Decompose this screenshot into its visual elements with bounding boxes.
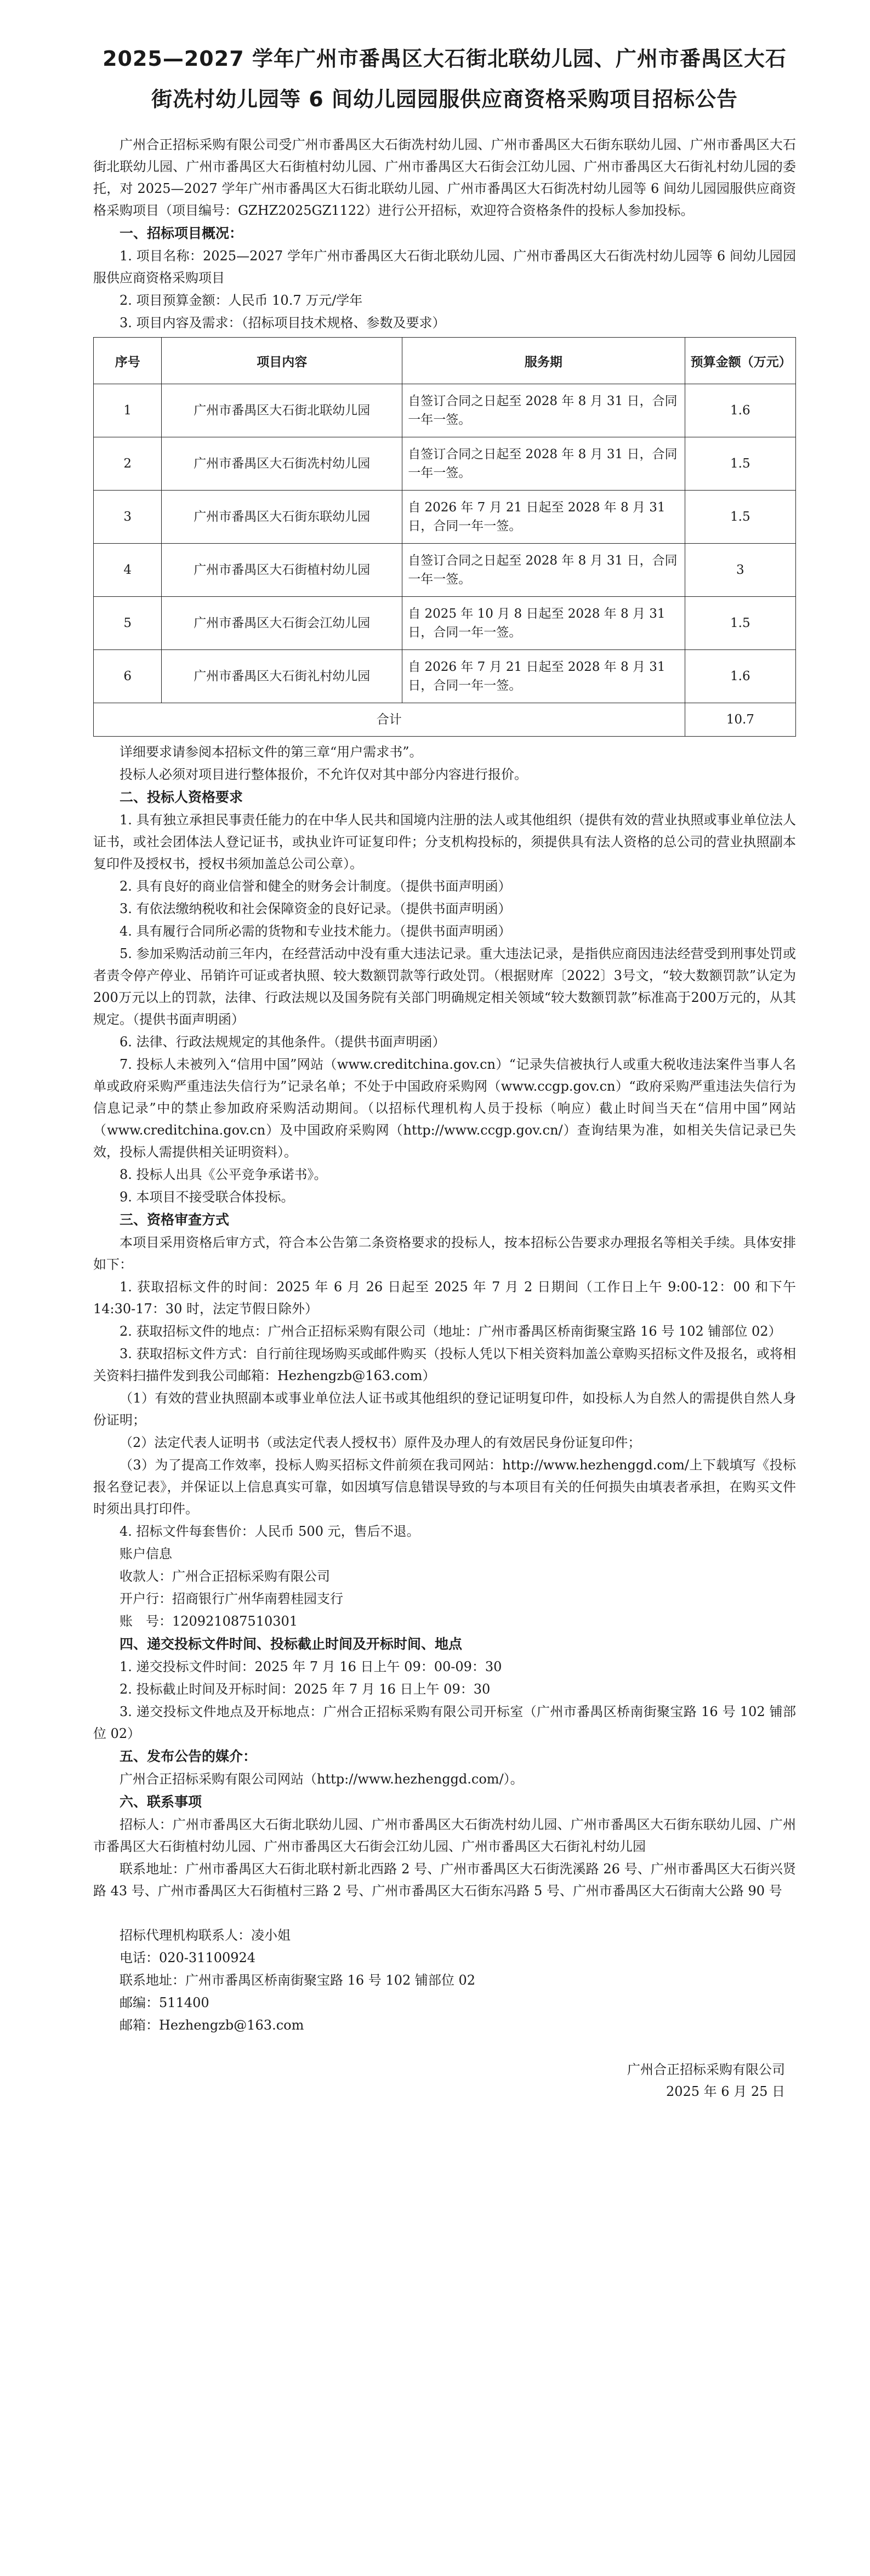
review-item: 2. 获取招标文件的地点：广州合正招标采购有限公司（地址：广州市番禺区桥南街聚宝路 16 号 102 铺部位 02）	[120, 1324, 782, 1339]
pricing-note: 投标人必须对项目进行整体报价，不允许仅对其中部分内容进行报价。	[120, 767, 527, 782]
spacer	[93, 1902, 796, 1924]
row-budget: 3	[685, 544, 795, 597]
account-payee: 收款人：广州合正招标采购有限公司	[120, 1569, 330, 1584]
row-content: 广州市番禺区大石街北联幼儿园	[162, 384, 402, 437]
row-budget: 1.6	[685, 650, 795, 703]
section-6-heading: 六、联系事项	[120, 1794, 202, 1810]
row-period: 自签订合同之日起至 2028 年 8 月 31 日，合同一年一签。	[402, 544, 685, 597]
section-4-heading: 四、递交投标文件时间、投标截止时间及开标时间、地点	[120, 1636, 463, 1652]
row-content: 广州市番禺区大石街礼村幼儿园	[162, 650, 402, 703]
project-budget: 2. 项目预算金额：人民币 10.7 万元/学年	[120, 293, 363, 308]
intro-paragraph: 广州合正招标采购有限公司受广州市番禺区大石街冼村幼儿园、广州市番禺区大石街东联幼儿园、广州市番禺区大石街北联幼儿园、广州市番禺区大石街植村幼儿园、广州市番禺区大石街会江幼儿园、广州市番禺区大石街礼村幼儿园的委托，对 2025—2027 学年广州市番禺区大石街北联幼儿园、广州市番禺区大石街冼村幼儿园等 6 间幼儿园园服供应商资格采购项目（项目编号：GZHZ2025GZ1122）进行公开招标，欢迎符合资格条件的投标人参加投标。	[93, 137, 796, 218]
signature-date: 2025 年 6 月 25 日	[666, 2084, 785, 2099]
review-item: （3）为了提高工作效率，投标人购买招标文件前须在我司网站：http://www.hezhenggd.com/上下载填写《投标报名登记表》，并保证以上信息真实可靠，如因填写信息错误导致的与本项目有关的任何损失由填表者承担，在购买文件时须出具打印件。	[93, 1457, 796, 1517]
table-total-row	[94, 703, 796, 737]
row-content: 广州市番禺区大石街冼村幼儿园	[162, 437, 402, 491]
row-period: 自 2026 年 7 月 21 日起至 2028 年 8 月 31 日，合同一年一签。	[402, 491, 685, 544]
table-row	[94, 650, 796, 703]
section-1-heading: 一、招标项目概况：	[120, 225, 243, 241]
table-header-row	[94, 338, 796, 384]
account-title: 账户信息	[120, 1546, 172, 1561]
project-content: 3. 项目内容及需求：（招标项目技术规格、参数及要求）	[120, 315, 446, 330]
row-period: 自 2026 年 7 月 21 日起至 2028 年 8 月 31 日，合同一年一签。	[402, 650, 685, 703]
account-number: 账 号：120921087510301	[120, 1614, 298, 1629]
row-content: 广州市番禺区大石街植村幼儿园	[162, 544, 402, 597]
signature-company: 广州合正招标采购有限公司	[627, 2062, 785, 2077]
row-no: 6	[94, 650, 162, 703]
tenderer-address: 联系地址：广州市番禺区大石街北联村新北西路 2 号、广州市番禺区大石街洗溪路 26 号、广州市番禺区大石街兴贤路 43 号、广州市番禺区大石街植村三路 2 号、广州市番禺区大石街东冯路 5 号、广州市番禺区大石街南大公路 90 号	[93, 1861, 796, 1899]
total-value: 10.7	[685, 703, 795, 737]
row-period: 自签订合同之日起至 2028 年 8 月 31 日，合同一年一签。	[402, 384, 685, 437]
project-table	[93, 337, 796, 737]
spacer	[93, 2037, 796, 2059]
table-row	[94, 437, 796, 491]
review-item: 3. 获取招标文件方式：自行前往现场购买或邮件购买（投标人凭以下相关资料加盖公章购买招标文件及报名，或将相关资料扫描件发到我公司邮箱：Hezhengzb@163.com）	[93, 1346, 796, 1383]
table-row	[94, 491, 796, 544]
review-item: （1）有效的营业执照副本或事业单位法人证书或其他组织的登记证明复印件，如投标人为自然人的需提供自然人身份证明；	[93, 1390, 797, 1428]
qualification-item: 6. 法律、行政法规规定的其他条件。（提供书面声明函）	[120, 1034, 446, 1050]
row-budget: 1.5	[685, 491, 795, 544]
section-5-heading: 五、发布公告的媒介：	[120, 1748, 257, 1764]
header-period: 服务期	[402, 338, 685, 384]
section-3-heading: 三、资格审查方式	[120, 1212, 230, 1228]
submission-item: 2. 投标截止时间及开标时间：2025 年 7 月 16 日上午 09：30	[120, 1682, 491, 1697]
requirements-note: 详细要求请参阅本招标文件的第三章“用户需求书”。	[120, 744, 423, 760]
header-content: 项目内容	[162, 338, 402, 384]
qualification-item: 5. 参加采购活动前三年内，在经营活动中没有重大违法记录。重大违法记录，是指供应商因违法经营受到刑事处罚或者责令停产停业、吊销许可证或者执照、较大数额罚款等行政处罚。（根据财库〔2022〕3号文，“较大数额罚款”认定为200万元以上的罚款，法律、行政法规以及国务院有关部门明确规定相关领域“较大数额罚款”标准高于200万元的，从其规定。（提供书面声明函）	[93, 946, 796, 1027]
review-item: 4. 招标文件每套售价：人民币 500 元，售后不退。	[120, 1524, 420, 1539]
row-no: 5	[94, 597, 162, 650]
header-no: 序号	[94, 338, 162, 384]
agent-phone: 电话：020-31100924	[120, 1950, 256, 1965]
agent-address: 联系地址：广州市番禺区桥南街聚宝路 16 号 102 铺部位 02	[120, 1973, 476, 1988]
row-no: 1	[94, 384, 162, 437]
submission-item: 3. 递交投标文件地点及开标地点：广州合正招标采购有限公司开标室（广州市番禺区桥南街聚宝路 16 号 102 铺部位 02）	[93, 1704, 796, 1741]
qualification-item: 4. 具有履行合同所必需的货物和专业技术能力。（提供书面声明函）	[120, 924, 511, 939]
media-text: 广州合正招标采购有限公司网站（http://www.hezhenggd.com/）。	[120, 1771, 524, 1787]
row-period: 自 2025 年 10 月 8 日起至 2028 年 8 月 31 日，合同一年一签。	[402, 597, 685, 650]
review-item: 1. 获取招标文件的时间：2025 年 6 月 26 日起至 2025 年 7 月 2 日期间（工作日上午 9:00-12：00 和下午 14:30-17：30 时，法定节假日除外）	[93, 1279, 796, 1317]
agent-email: 邮箱：Hezhengzb@163.com	[120, 2018, 304, 2033]
agent-postcode: 邮编：511400	[120, 1995, 209, 2010]
tenderer-list: 招标人：广州市番禺区大石街北联幼儿园、广州市番禺区大石街冼村幼儿园、广州市番禺区大石街东联幼儿园、广州市番禺区大石街植村幼儿园、广州市番禺区大石街会江幼儿园、广州市番禺区大石街礼村幼儿园	[93, 1817, 796, 1854]
section-2-heading: 二、投标人资格要求	[120, 789, 243, 805]
agent-contact: 招标代理机构联系人：凌小姐	[120, 1928, 291, 1943]
page-title: 2025—2027 学年广州市番禺区大石街北联幼儿园、广州市番禺区大石街冼村幼儿园等 6 间幼儿园园服供应商资格采购项目招标公告	[103, 47, 787, 111]
row-no: 2	[94, 437, 162, 491]
qualification-item: 2. 具有良好的商业信誉和健全的财务会计制度。（提供书面声明函）	[120, 879, 511, 894]
row-no: 3	[94, 491, 162, 544]
row-content: 广州市番禺区大石街会江幼儿园	[162, 597, 402, 650]
total-label: 合计	[94, 703, 685, 737]
row-budget: 1.6	[685, 384, 795, 437]
submission-item: 1. 递交投标文件时间：2025 年 7 月 16 日上午 09：00-09：30	[120, 1659, 502, 1674]
row-period: 自签订合同之日起至 2028 年 8 月 31 日，合同一年一签。	[402, 437, 685, 491]
row-content: 广州市番禺区大石街东联幼儿园	[162, 491, 402, 544]
account-bank: 开户行：招商银行广州华南碧桂园支行	[120, 1591, 343, 1606]
qualification-item: 9. 本项目不接受联合体投标。	[120, 1189, 294, 1205]
review-lead: 本项目采用资格后审方式，符合本公告第二条资格要求的投标人，按本招标公告要求办理报名等相关手续。具体安排如下：	[93, 1235, 796, 1272]
row-no: 4	[94, 544, 162, 597]
table-row	[94, 544, 796, 597]
review-item: （2）法定代表人证明书（或法定代表人授权书）原件及办理人的有效居民身份证复印件；	[120, 1435, 641, 1450]
qualification-item: 7. 投标人未被列入“信用中国”网站（www.creditchina.gov.cn）“记录失信被执行人或重大税收违法案件当事人名单或政府采购严重违法失信行为”记录名单；不处于中国政府采购网（www.ccgp.gov.cn）“政府采购严重违法失信行为信息记录”中的禁止参加政府采购活动期间。（以招标代理机构人员于投标（响应）截止时间当天在“信用中国”网站（www.creditchina.gov.cn）及中国政府采购网（http://www.ccgp.gov.cn/）查询结果为准，如相关失信记录已失效，投标人需提供相关证明资料）。	[93, 1057, 796, 1160]
project-name: 1. 项目名称：2025—2027 学年广州市番禺区大石街北联幼儿园、广州市番禺区大石街冼村幼儿园等 6 间幼儿园园服供应商资格采购项目	[93, 248, 796, 286]
row-budget: 1.5	[685, 597, 795, 650]
table-row	[94, 384, 796, 437]
header-budget: 预算金额（万元）	[685, 338, 795, 384]
qualification-item: 1. 具有独立承担民事责任能力的在中华人民共和国境内注册的法人或其他组织（提供有效的营业执照或事业单位法人证书，或社会团体法人登记证书，或执业许可证复印件；分支机构投标的，须提供具有法人资格的总公司的营业执照副本复印件及授权书，授权书须加盖总公司公章）。	[93, 812, 796, 871]
row-budget: 1.5	[685, 437, 795, 491]
qualification-item: 3. 有依法缴纳税收和社会保障资金的良好记录。（提供书面声明函）	[120, 901, 511, 916]
table-row	[94, 597, 796, 650]
qualification-item: 8. 投标人出具《公平竞争承诺书》。	[120, 1167, 327, 1182]
